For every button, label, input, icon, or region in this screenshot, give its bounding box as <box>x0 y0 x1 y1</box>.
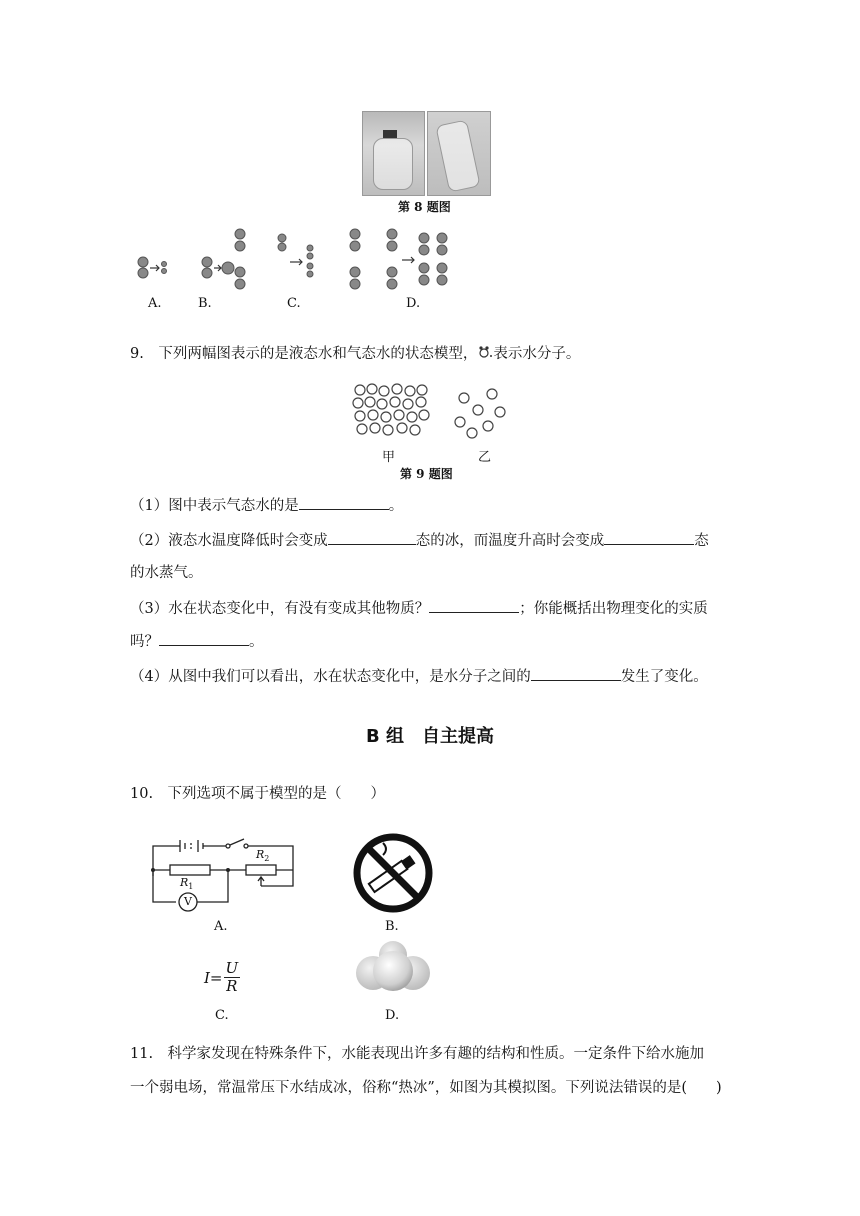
q8-figure-caption: 第 8 题图 <box>398 200 451 214</box>
q9-part3-text-b: ；你能概括出物理变化的实质 <box>519 601 708 617</box>
r1-subscript: 1 <box>188 882 194 892</box>
q9-part2-text-c: 态 <box>694 533 709 549</box>
formula-denominator: R <box>226 977 238 995</box>
q9-label-jia: 甲 <box>382 450 396 465</box>
q8-option-a: A. <box>148 296 162 311</box>
q10-option-c: C. <box>215 1008 229 1023</box>
q9-part2-text-a: （2）液态水温度降低时会变成 <box>130 533 328 549</box>
q9-part2-line1 <box>130 530 709 551</box>
q9-part1-text: （1）图中表示气态水的是 <box>130 498 299 514</box>
q9-part4-text-a: （4）从图中我们可以看出，水在状态变化中，是水分子之间的 <box>130 669 531 685</box>
q9-part4 <box>130 666 708 687</box>
bottle-body <box>373 138 413 190</box>
q9-stem-after: 表示水分子。 <box>493 346 581 362</box>
q9-part4-text-b: 发生了变化。 <box>620 669 708 685</box>
r2-subscript: 2 <box>264 854 270 864</box>
q9-part1-end: 。 <box>388 498 404 514</box>
water-molecule-icon <box>477 344 493 360</box>
q10-option-b: B. <box>385 919 399 934</box>
bottle-body <box>435 119 480 192</box>
bottle-cap <box>383 130 397 138</box>
answer-blank-5[interactable] <box>159 631 249 646</box>
q9-stem <box>130 344 580 364</box>
q8-photo-left <box>362 111 425 196</box>
section-title: B 组 自主提高 <box>366 726 494 747</box>
q9-part1 <box>130 495 403 516</box>
q9-part3-text-a: （3）水在状态变化中，有没有变成其他物质？ <box>130 601 430 617</box>
q9-label-yi: 乙 <box>478 450 492 465</box>
answer-blank-3[interactable] <box>604 530 694 545</box>
voltmeter-label: V <box>184 895 192 908</box>
q10-option-a: A. <box>214 919 228 934</box>
q8-option-c: C. <box>287 296 301 311</box>
q8-molecule-options <box>130 222 470 292</box>
formula-fraction <box>224 960 241 995</box>
q10-option-d: D. <box>385 1008 400 1023</box>
r1-label <box>180 876 193 891</box>
q9-part2-text-b: 态的冰，而温度升高时会变成 <box>415 533 605 549</box>
q9-part3-text-d: 。 <box>249 634 264 650</box>
answer-blank-2[interactable] <box>328 530 416 545</box>
q11-line1: 11. 科学家发现在特殊条件下，水能表现出许多有趣的结构和性质。一定条件下给水施加 <box>130 1046 705 1062</box>
q10-circuit-diagram <box>148 836 298 916</box>
formula-lhs: I= <box>204 968 223 987</box>
formula-numerator: U <box>225 959 239 977</box>
q11-line2: 一个弱电场，常温常压下水结成冰，俗称“热冰”，如图为其模拟图。下列说法错误的是( ) <box>130 1080 722 1096</box>
q9-liquid-model <box>352 382 432 442</box>
q9-figure-caption: 第 9 题图 <box>400 467 453 481</box>
q9-stem-before: 9. 下列两幅图表示的是液态水和气态水的状态模型， <box>130 346 478 362</box>
ohms-law-formula <box>204 960 240 995</box>
q9-part2-line2: 的水蒸气。 <box>130 565 203 581</box>
q8-photo-right <box>427 111 491 196</box>
answer-blank-1[interactable] <box>299 495 389 510</box>
answer-blank-4[interactable] <box>429 598 519 613</box>
q9-gas-model <box>452 388 512 440</box>
q9-part3-text-c: 吗？ <box>130 634 159 650</box>
q10-stem: 10. 下列选项不属于模型的是（ ） <box>130 786 386 802</box>
q9-part3-line1 <box>130 598 708 619</box>
molecule-model-icon <box>355 937 431 1001</box>
q8-option-d: D. <box>406 296 421 311</box>
q8-option-b: B. <box>198 296 212 311</box>
answer-blank-6[interactable] <box>531 666 621 681</box>
r1-letter: R <box>180 876 189 889</box>
q9-part3-line2 <box>130 631 264 652</box>
no-smoking-sign-icon <box>353 833 433 913</box>
r2-label <box>256 848 269 863</box>
r2-letter: R <box>256 848 265 861</box>
